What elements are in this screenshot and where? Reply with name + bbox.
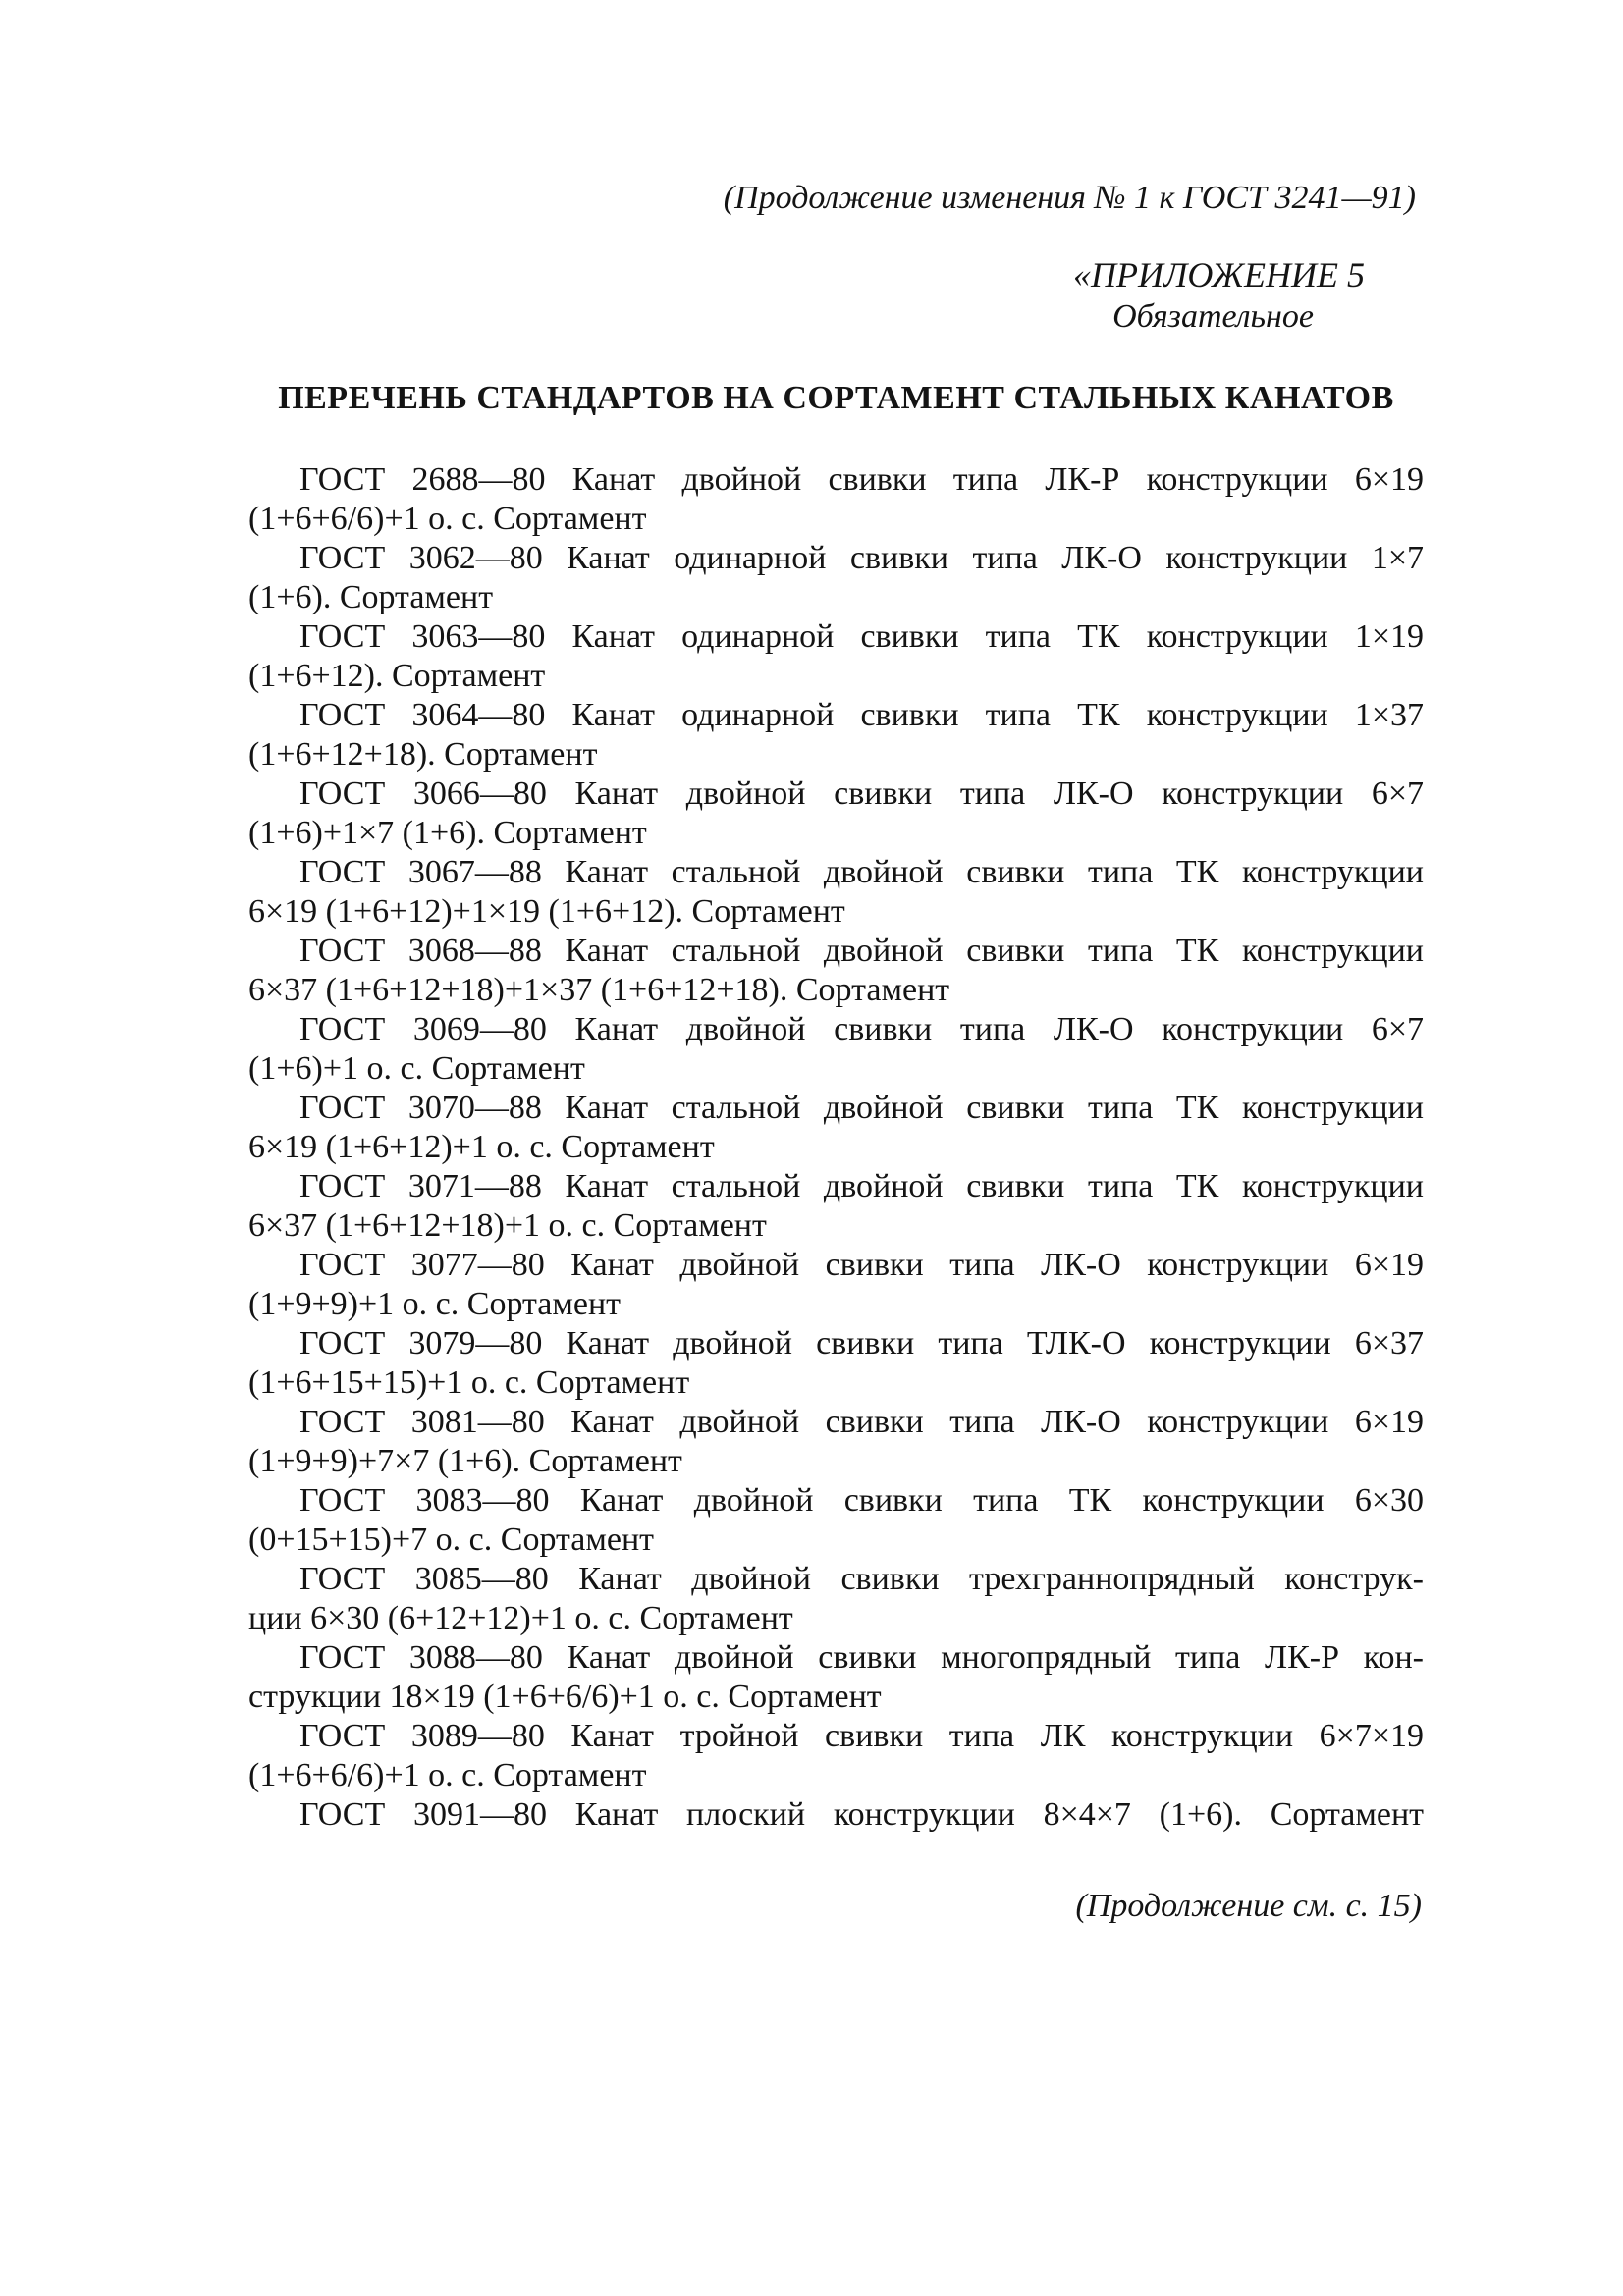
standard-line: ции 6×30 (6+12+12)+1 о. с. Сортамент xyxy=(248,1600,793,1636)
page-title: ПЕРЕЧЕНЬ СТАНДАРТОВ НА СОРТАМЕНТ СТАЛЬНЫХ КАНАТОВ xyxy=(278,380,1394,416)
footer-note: (Продолжение см. с. 15) xyxy=(1075,1888,1422,1924)
page-content xyxy=(0,178,1623,1926)
appendix-heading xyxy=(248,253,1424,337)
standard-line: (1+6+6/6)+1 о. с. Сортамент xyxy=(248,501,647,537)
standard-line: ГОСТ 3070—88 Канат стальной двойной свивки типа ТК конструкции xyxy=(299,1090,1424,1126)
standard-entry xyxy=(248,1795,1424,1835)
standard-entry xyxy=(248,853,1424,932)
standard-line: (1+6+12+18). Сортамент xyxy=(248,736,598,773)
standard-line: ГОСТ 3064—80 Канат одинарной свивки типа ТК конструкции 1×37 xyxy=(299,697,1424,733)
standard-line: ГОСТ 3068—88 Канат стальной двойной свивки типа ТК конструкции xyxy=(299,933,1424,969)
standard-entry xyxy=(248,1010,1424,1089)
standard-entry xyxy=(248,460,1424,539)
standard-entry xyxy=(248,1560,1424,1638)
standard-entry xyxy=(248,1403,1424,1481)
standard-line: ГОСТ 3088—80 Канат двойной свивки многопрядный типа ЛК-Р кон- xyxy=(299,1639,1424,1676)
standard-line: (1+6+6/6)+1 о. с. Сортамент xyxy=(248,1757,647,1793)
standard-line: ГОСТ 3081—80 Канат двойной свивки типа ЛК-О конструкции 6×19 xyxy=(299,1404,1424,1440)
standard-line: 6×37 (1+6+12+18)+1 о. с. Сортамент xyxy=(248,1207,767,1244)
standard-line: ГОСТ 3062—80 Канат одинарной свивки типа ЛК-О конструкции 1×7 xyxy=(299,540,1424,576)
standard-line: ГОСТ 3069—80 Канат двойной свивки типа ЛК-О конструкции 6×7 xyxy=(299,1011,1424,1047)
standard-entry xyxy=(248,774,1424,853)
standard-line: (1+6)+1×7 (1+6). Сортамент xyxy=(248,815,647,851)
standard-line: 6×19 (1+6+12)+1 о. с. Сортамент xyxy=(248,1129,715,1165)
standard-entry xyxy=(248,539,1424,617)
standard-entry xyxy=(248,1167,1424,1246)
standard-line: струкции 18×19 (1+6+6/6)+1 о. с. Сортамент xyxy=(248,1679,882,1715)
standard-line: (0+15+15)+7 о. с. Сортамент xyxy=(248,1522,655,1558)
standard-line: ГОСТ 3091—80 Канат плоский конструкции 8×4×7 (1+6). Сортамент xyxy=(299,1796,1424,1833)
standard-entry xyxy=(248,1246,1424,1324)
standard-entry xyxy=(248,1717,1424,1795)
standard-entry xyxy=(248,1481,1424,1560)
appendix-type: Обязательное xyxy=(1112,298,1314,335)
standard-entry xyxy=(248,1324,1424,1403)
standard-line: ГОСТ 3089—80 Канат тройной свивки типа ЛК конструкции 6×7×19 xyxy=(299,1718,1424,1754)
standard-line: ГОСТ 3085—80 Канат двойной свивки трехграннопрядный конструк- xyxy=(299,1561,1424,1597)
standard-line: (1+9+9)+1 о. с. Сортамент xyxy=(248,1286,622,1322)
standard-entry xyxy=(248,1089,1424,1167)
standard-line: 6×37 (1+6+12+18)+1×37 (1+6+12+18). Сортамент xyxy=(248,972,950,1008)
standard-entry xyxy=(248,696,1424,774)
standard-entry xyxy=(248,932,1424,1010)
standard-line: (1+6)+1 о. с. Сортамент xyxy=(248,1050,585,1087)
standard-entry xyxy=(248,1638,1424,1717)
standard-line: ГОСТ 3071—88 Канат стальной двойной свивки типа ТК конструкции xyxy=(299,1168,1424,1204)
standards-list xyxy=(248,460,1424,1835)
standard-line: (1+6+12). Сортамент xyxy=(248,658,546,694)
standard-line: 6×19 (1+6+12)+1×19 (1+6+12). Сортамент xyxy=(248,893,845,930)
standard-line: (1+6). Сортамент xyxy=(248,579,494,615)
standard-line: ГОСТ 3066—80 Канат двойной свивки типа ЛК-О конструкции 6×7 xyxy=(299,775,1424,812)
standard-line: ГОСТ 3063—80 Канат одинарной свивки типа ТК конструкции 1×19 xyxy=(299,618,1424,655)
standard-line: ГОСТ 3083—80 Канат двойной свивки типа ТК конструкции 6×30 xyxy=(299,1482,1424,1519)
continuation-note: (Продолжение изменения № 1 к ГОСТ 3241—91) xyxy=(723,180,1416,216)
standard-line: ГОСТ 3079—80 Канат двойной свивки типа ТЛК-О конструкции 6×37 xyxy=(299,1325,1424,1362)
appendix-label: «ПРИЛОЖЕНИЕ 5 xyxy=(1073,255,1365,294)
standard-line: ГОСТ 3067—88 Канат стальной двойной свивки типа ТК конструкции xyxy=(299,854,1424,890)
standard-line: (1+9+9)+7×7 (1+6). Сортамент xyxy=(248,1443,682,1479)
standard-line: ГОСТ 2688—80 Канат двойной свивки типа ЛК-Р конструкции 6×19 xyxy=(299,461,1424,498)
standard-line: (1+6+15+15)+1 о. с. Сортамент xyxy=(248,1364,690,1401)
standard-line: ГОСТ 3077—80 Канат двойной свивки типа ЛК-О конструкции 6×19 xyxy=(299,1247,1424,1283)
standard-entry xyxy=(248,617,1424,696)
